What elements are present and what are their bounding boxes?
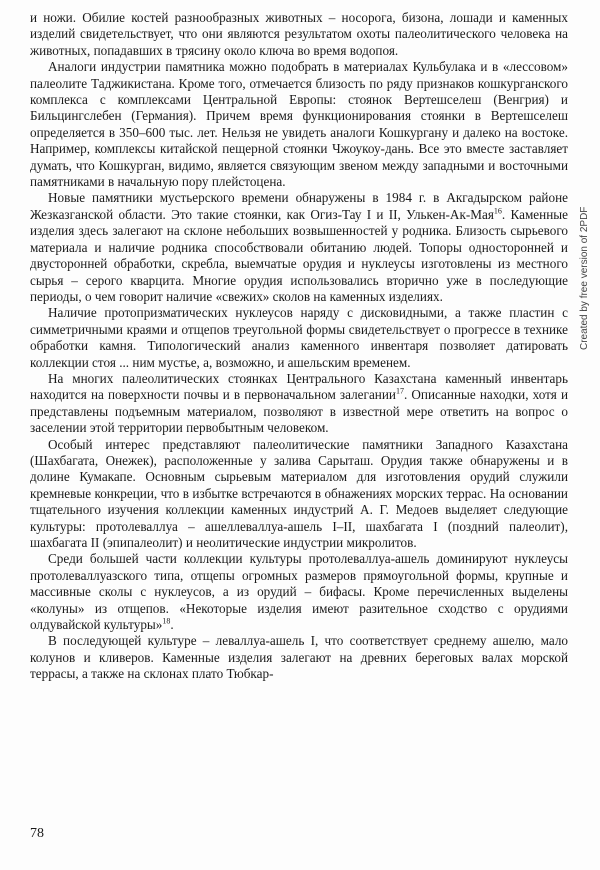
paragraph-3-text-after: . Каменные изделия здесь залегают на склоне небольших возвышенностей у родника. Близость сырьевого материала и наличие родника способствовали обитанию людей. Топоры односторонней и двусторонней обработки, скребла, выемчатые орудия и нуклеусы изготовлены из местного сырья – серого кварцита. Многие орудия использовались вторично уже в последующие периоды, о чем говорит наличие «свежих» сколов на каменных изделиях. xyxy=(30,206,568,304)
paragraph-4 xyxy=(30,305,568,371)
paragraph-5 xyxy=(30,371,568,437)
paragraph-6 xyxy=(30,437,568,552)
footnote-ref-17: 17 xyxy=(395,386,404,396)
footnote-ref-18: 18 xyxy=(162,616,171,626)
paragraph-5-text-before: На многих палеолитических стоянках Центрального Казахстана каменный инвентарь находится на поверхности почвы и в первоначальном залегании xyxy=(30,370,568,403)
paragraph-5-text-after: . Описанные находки, хотя и представлены подъемным материалом, позволяют в известной мере ответить на вопрос о заселении этой территории первобытным человеком. xyxy=(30,387,568,436)
paragraph-2 xyxy=(30,59,568,190)
paragraph-3 xyxy=(30,190,568,305)
watermark-text: Created by free version of 2PDF xyxy=(579,206,590,350)
paragraph-7-text-before: Среди большей части коллекции культуры протолеваллуа-ашель доминируют нуклеусы протолеваллуазского типа, отщепы огромных размеров прямоугольной формы, крупные и массивные сколы с нуклеусов, а из орудий – бифасы. Кроме перечисленных выделены «колуны» из отщепов. «Некоторые изделия имеют разительное сходство с орудиями олдувайской культуры» xyxy=(30,551,568,633)
paragraph-7-text-after: . xyxy=(170,617,174,633)
paragraph-8-text: В последующей культуре – леваллуа-ашель I, что соответствует среднему ашелю, мало колунов и кливеров. Каменные изделия залегают на древних береговых валах морской террасы, а также на склонах плато Тюбкар- xyxy=(30,633,568,682)
paragraph-2-text: Аналоги индустрии памятника можно подобрать в материалах Кульбулака и в «лессовом» палеолите Таджикистана. Кроме того, отмечается близость по ряду признаков кошкурганского комплекса с комплексами Центральной Европы: стоянок Вертешселеш (Венгрия) и Бильцингслебен (Германия). Причем время функционирования стоянки в Вертешселеш определяется в 350–600 тыс. лет. Нельзя не увидеть аналоги Кошкургану и далеко на востоке. Например, комплексы китайской пещерной стоянки Чжоукоу-дань. Все это вместе заставляет думать, что Кошкурган, видимо, является связующим звеном между западными и восточными памятниками в начальную пору плейстоцена. xyxy=(30,59,568,190)
watermark xyxy=(577,110,591,350)
paragraph-1 xyxy=(30,10,568,59)
body-text xyxy=(30,10,568,683)
paragraph-6-text: Особый интерес представляют палеолитические памятники Западного Казахстана (Шахбагата, Онежек), расположенные у залива Сарыташ. Орудия также обнаружены и в долине Кумакапе. Основным сырьевым материалом для изготовления орудий служили кремневые конкреции, что в избытке встречаются в обнажениях морских террас. На основании тщательного изучения коллекции каменных индустрий А. Г. Медоев выделяет следующие культуры: протолеваллуа – ашеллеваллуа-ашель I–II, шахбагата I (поздний палеолит), шахбагата II (эпипалеолит) и неолитические индустрии микролитов. xyxy=(30,436,568,550)
paragraph-7 xyxy=(30,551,568,633)
paragraph-4-text: Наличие протопризматических нуклеусов наряду с дисковидными, а также пластин с симметричными краями и отщепов треугольной формы свидетельствует о прогрессе в технике обработки камня. Типологический анализ каменного инвентаря позволяет датировать коллекции стоя ... ним мустье, а, возможно, и ашельским временем. xyxy=(30,305,568,370)
paragraph-1-text: и ножи. Обилие костей разнообразных животных – носорога, бизона, лошади и каменных изделий свидетельствует, что они являются результатом охоты палеолитического человека на животных, попадавших в трясину около ключа во время водопоя. xyxy=(30,10,568,58)
paragraph-3-text-before: Новые памятники мустьерского времени обнаружены в 1984 г. в Акгадырском районе Жезказганской области. Это такие стоянки, как Огиз-Тау I и II, Улькен-Ак-Мая xyxy=(30,190,568,222)
footnote-ref-16: 16 xyxy=(493,206,502,216)
page-number: 78 xyxy=(30,826,44,841)
paragraph-8 xyxy=(30,633,568,682)
